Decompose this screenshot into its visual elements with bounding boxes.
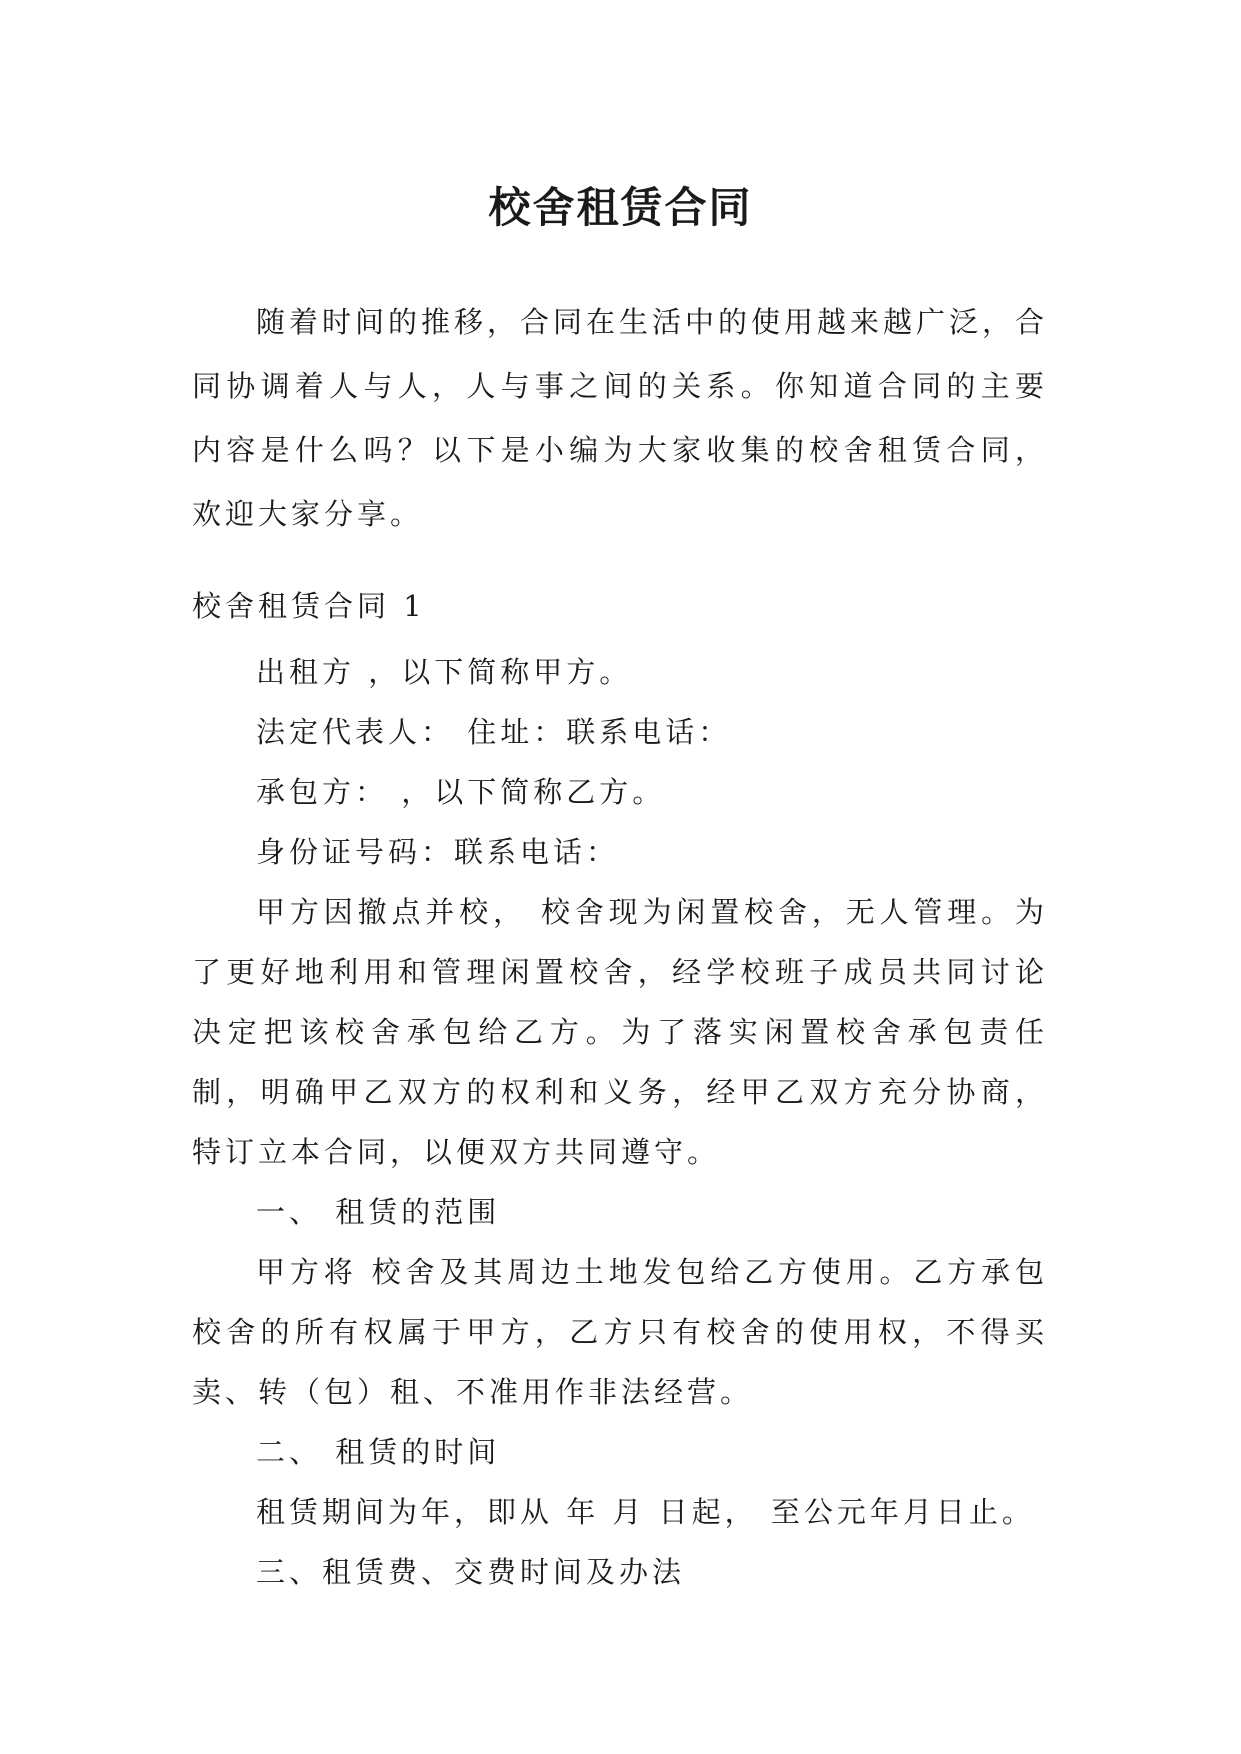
contract-body xyxy=(192,580,1048,1602)
clause-heading-term: 二、 租赁的时间 xyxy=(256,1435,501,1469)
lessee-line: 承包方： ，以下简称乙方。 xyxy=(256,775,666,809)
intro-paragraph: 随着时间的推移，合同在生活中的使用越来越广泛，合同协调着人与人，人与事之间的关系。你知道合同的主要内容是什么吗？以下是小编为大家收集的校舍租赁合同，欢迎大家分享。 xyxy=(192,305,1049,531)
clause-heading-fees: 三、租赁费、交费时间及办法 xyxy=(256,1555,686,1589)
legal-rep-line: 法定代表人： 住址：联系电话： xyxy=(256,715,732,749)
section-heading: 校舍租赁合同 1 xyxy=(192,589,426,623)
id-number-line: 身份证号码：联系电话： xyxy=(256,835,620,869)
lessor-line: 出租方 ，以下简称甲方。 xyxy=(256,655,633,689)
background-paragraph: 甲方因撤点并校， 校舍现为闲置校舍，无人管理。为了更好地利用和管理闲置校舍，经学校班子成员共同讨论决定把该校舍承包给乙方。为了落实闲置校舍承包责任制，明确甲乙双方的权利和义务，经甲乙双方充分协商，特订立本合同，以便双方共同遵守。 xyxy=(192,895,1048,1169)
clause-scope-text: 甲方将 校舍及其周边土地发包给乙方使用。乙方承包校舍的所有权属于甲方，乙方只有校舍的使用权，不得买卖、转（包）租、不准用作非法经营。 xyxy=(192,1255,1048,1409)
clause-term-text: 租赁期间为年，即从 年 月 日起， 至公元年月日止。 xyxy=(256,1495,1035,1529)
document-title: 校舍租赁合同 xyxy=(488,183,753,233)
clause-heading-scope: 一、 租赁的范围 xyxy=(256,1195,501,1229)
